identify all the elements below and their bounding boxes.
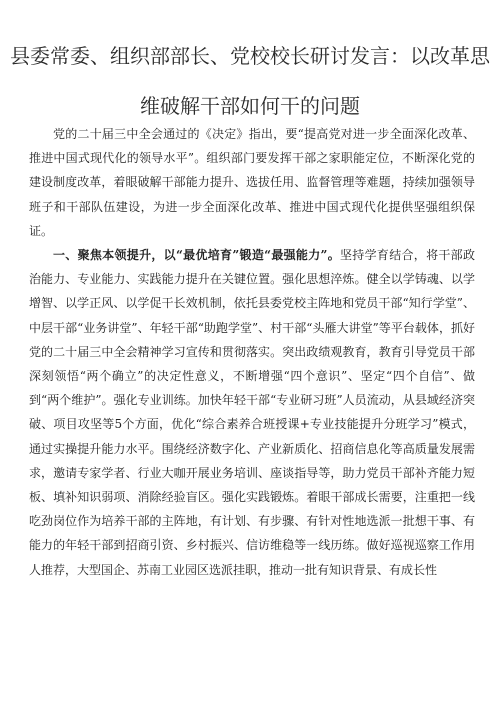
- intro-paragraph: 党的二十届三中全会通过的《决定》指出，要“提高党对进一步全面深化改革、推进中国式现代化的领导水平”。组织部门要发挥干部之家职能定位，不断深化党的建设制度改革，着眼破解干部能力提升、选拔任用、监督管理等难题，持续加强领导班子和干部队伍建设，为进一步全面深化改革、推进中国式现代化提供坚强组织保证。: [29, 127, 475, 238]
- document-title-line-1: 县委常委、组织部部长、党校校长研讨发言：以改革思: [10, 44, 490, 68]
- section-1-heading: 一、聚焦本领提升，以“最优培育”锻造“最强能力”。: [53, 248, 341, 263]
- document-title-line-2: 维破解干部如何干的问题: [140, 94, 360, 118]
- document-body: [29, 122, 475, 582]
- section-1-paragraph: [29, 243, 475, 582]
- section-1-body: 坚持学育结合，将干部政治能力、专业能力、实践能力提升在关键位置。强化思想淬炼。健全以学铸魂、以学增智、以学正风、以学促干长效机制，依托县委党校主阵地和党员干部“知行学堂”、中层干部“业务讲堂”、年轻干部“助跑学堂”、村干部“头雁大讲堂”等平台载体，抓好党的二十届三中全会精神学习宣传和贯彻落实。突出政绩观教育，教育引导党员干部深刻领悟“两个确立”的决定性意义，不断增强“四个意识”、坚定“四个自信”、做到“两个维护”。强化专业训练。加快年轻干部“专业研习班”人员流动，从县域经济突破、项目攻坚等5个方面，优化“综合素养合班授课+专业技能提升分班学习”模式，通过实操提升能力水平。围绕经济数字化、产业新质化、招商信息化等高质量发展需求，邀请专家学者、行业大咖开展业务培训、座谈指导等，助力党员干部补齐能力短板、填补知识弱项、消除经验盲区。强化实践锻炼。着眼干部成长需要，注重把一线吃劲岗位作为培养干部的主阵地，有计划、有步骤、有针对性地选派一批想干事、有能力的年轻干部到招商引资、乡村振兴、信访维稳等一线历练。做好巡视巡察工作用人推荐，大型国企、苏南工业园区选派挂职，推动一批有知识背景、有成长性: [29, 248, 475, 577]
